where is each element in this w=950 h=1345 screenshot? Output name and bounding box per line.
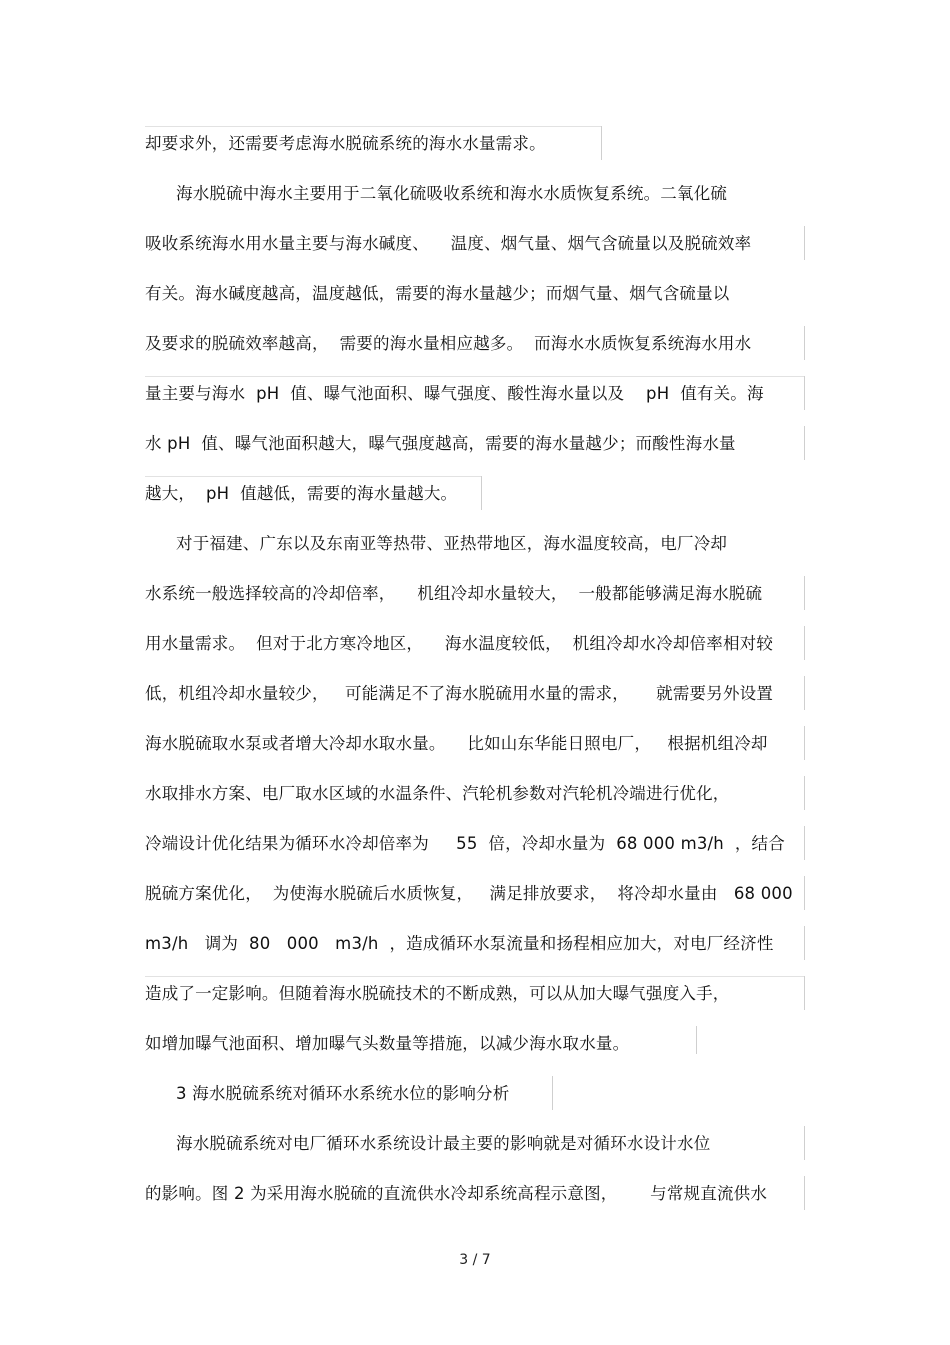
guide-line (804, 326, 805, 360)
guide-line (804, 576, 805, 610)
text-line: 脱硫方案优化， 为使海水脱硫后水质恢复， 满足排放要求， 将冷却水量由 68 000 (145, 884, 793, 903)
guide-line (804, 976, 805, 1010)
guide-line (481, 476, 482, 510)
text-line: 低，机组冷却水量较少， 可能满足不了海水脱硫用水量的需求， 就需要另外设置 (145, 684, 774, 703)
guide-line (804, 426, 805, 460)
text-line: 量主要与海水 pH 值、曝气池面积、曝气强度、酸性海水量以及 pH 值有关。海 (145, 384, 764, 403)
paragraph-start-line: 海水脱硫中海水主要用于二氧化硫吸收系统和海水水质恢复系统。二氧化硫 (176, 184, 728, 203)
guide-line (804, 1176, 805, 1210)
text-line: 水系统一般选择较高的冷却倍率， 机组冷却水量较大， 一般都能够满足海水脱硫 (145, 584, 763, 603)
guide-line (145, 126, 601, 127)
paragraph-start-line: 海水脱硫系统对电厂循环水系统设计最主要的影响就是对循环水设计水位 (176, 1134, 711, 1153)
page-number: 3 / 7 (459, 1252, 491, 1268)
text-line: 如增加曝气池面积、增加曝气头数量等措施，以减少海水取水量。 (145, 1034, 630, 1053)
text-line: 海水脱硫取水泵或者增大冷却水取水量。 比如山东华能日照电厂， 根据机组冷却 (145, 734, 768, 753)
paragraph-start-line: 对于福建、广东以及东南亚等热带、亚热带地区，海水温度较高，电厂冷却 (176, 534, 728, 553)
guide-line (804, 626, 805, 660)
section-heading: 3 海水脱硫系统对循环水系统水位的影响分析 (176, 1084, 510, 1103)
guide-line (804, 726, 805, 760)
guide-line (804, 376, 805, 410)
guide-line (804, 926, 805, 960)
guide-line (145, 976, 804, 977)
text-line: 及要求的脱硫效率越高， 需要的海水量相应越多。 而海水水质恢复系统海水用水 (145, 334, 752, 353)
text-line: 越大， pH 值越低，需要的海水量越大。 (145, 484, 458, 503)
text-line: 却要求外，还需要考虑海水脱硫系统的海水水量需求。 (145, 134, 546, 153)
text-line: 水 pH 值、曝气池面积越大，曝气强度越高，需要的海水量越少；而酸性海水量 (145, 434, 736, 453)
guide-line (696, 1026, 697, 1054)
text-line: 冷端设计优化结果为循环水冷却倍率为 55 倍，冷却水量为 68 000 m3/h ，结合 (145, 834, 785, 853)
guide-line (804, 876, 805, 910)
text-line: m3/h 调为 80 000 m3/h ，造成循环水泵流量和扬程相应加大，对电厂经济性 (145, 934, 774, 953)
text-line: 的影响。图 2 为采用海水脱硫的直流供水冷却系统高程示意图， 与常规直流供水 (145, 1184, 768, 1203)
guide-line (804, 676, 805, 710)
text-line: 用水量需求。 但对于北方寒冷地区， 海水温度较低， 机组冷却水冷却倍率相对较 (145, 634, 774, 653)
guide-line (145, 476, 481, 477)
guide-line (804, 826, 805, 860)
guide-line (804, 776, 805, 810)
guide-line (552, 1076, 553, 1110)
guide-line (804, 1126, 805, 1160)
guide-line (804, 226, 805, 260)
text-line: 吸收系统海水用水量主要与海水碱度、 温度、烟气量、烟气含硫量以及脱硫效率 (145, 234, 752, 253)
guide-line (145, 376, 804, 377)
text-line: 有关。海水碱度越高，温度越低，需要的海水量越少；而烟气量、烟气含硫量以 (145, 284, 730, 303)
guide-line (601, 126, 602, 160)
text-line: 造成了一定影响。但随着海水脱硫技术的不断成熟，可以从加大曝气强度入手， (145, 984, 730, 1003)
text-line: 水取排水方案、电厂取水区域的水温条件、汽轮机参数对汽轮机冷端进行优化， (145, 784, 730, 803)
